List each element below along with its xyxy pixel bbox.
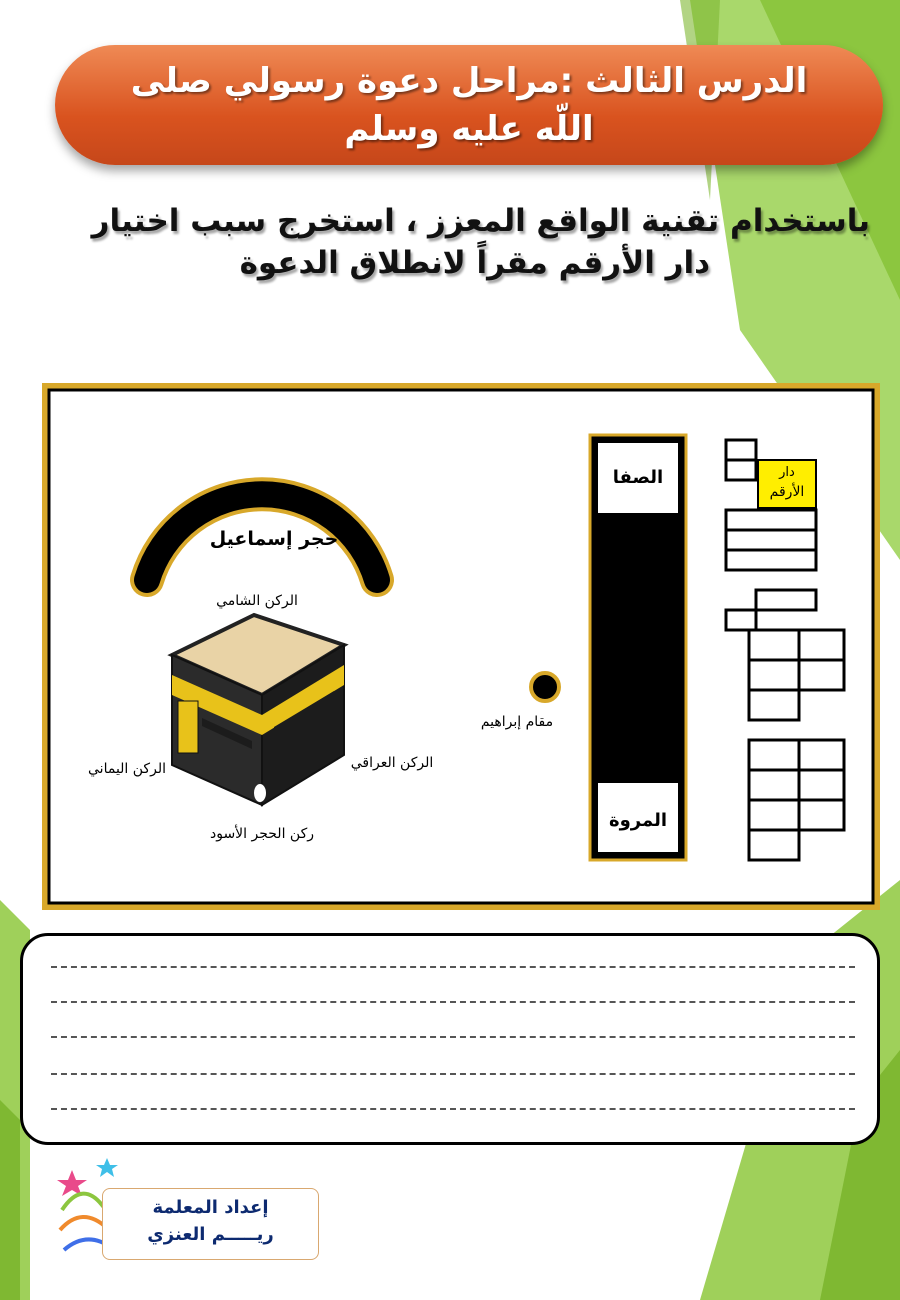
- answer-line[interactable]: [51, 966, 855, 968]
- rukn-yamani-label: الركن اليماني: [88, 761, 166, 777]
- answer-area[interactable]: [20, 933, 880, 1145]
- safa-label: الصفا: [612, 467, 664, 488]
- teacher-credit: [102, 1188, 319, 1260]
- question-text: [60, 200, 870, 284]
- lesson-title-line1: الدرس الثالث :مراحل دعوة رسولي صلى: [130, 61, 808, 101]
- dar-arqam-label-line1: دار: [779, 465, 795, 480]
- maqam-ibrahim-label: مقام إبراهيم: [480, 714, 554, 730]
- lesson-title-line2: اللّه عليه وسلم: [344, 109, 594, 149]
- rukn-hajar-aswad-label: ركن الحجر الأسود: [209, 826, 315, 842]
- credit-name: ريـــــم العنزي: [147, 1224, 274, 1245]
- credit-role: إعداد المعلمة: [152, 1197, 269, 1218]
- answer-line[interactable]: [51, 1001, 855, 1003]
- rukn-shami-label: الركن الشامي: [216, 593, 298, 609]
- answer-line[interactable]: [51, 1108, 855, 1110]
- answer-line[interactable]: [51, 1036, 855, 1038]
- question-line1: باستخدام تقنية الواقع المعزز ، استخرج سبب اختيار: [91, 203, 870, 239]
- question-line2: دار الأرقم مقراً لانطلاق الدعوة: [239, 245, 710, 281]
- dar-arqam-label-line2: الأرقم: [769, 484, 805, 500]
- map-canvas: [42, 383, 880, 910]
- rukn-iraqi-label: الركن العراقي: [350, 755, 434, 771]
- haram-map: [42, 383, 880, 910]
- answer-line[interactable]: [51, 1073, 855, 1075]
- maqam-ibrahim-marker: [531, 673, 559, 701]
- hijr-ismail-label: حجر إسماعيل: [209, 528, 339, 550]
- marwa-label: المروة: [608, 810, 668, 831]
- lesson-title-banner: [55, 45, 883, 165]
